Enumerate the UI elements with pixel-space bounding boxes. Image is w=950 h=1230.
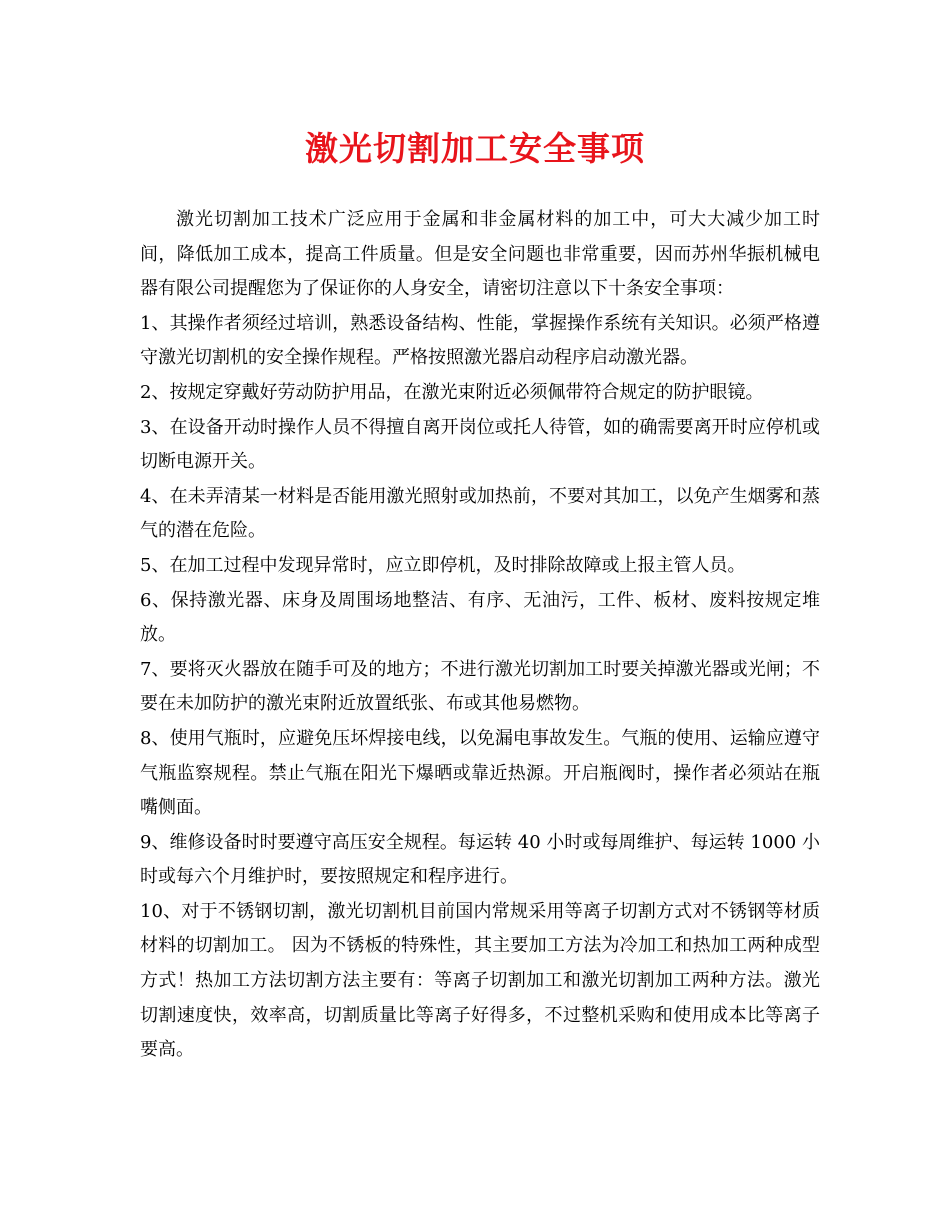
safety-item-2: 2、按规定穿戴好劳动防护用品，在激光束附近必须佩带符合规定的防护眼镜。	[140, 381, 764, 403]
safety-item-8: 8、使用气瓶时，应避免压坏焊接电线，以免漏电事故发生。气瓶的使用、运输应遵守气瓶监察规程。禁止气瓶在阳光下爆晒或靠近热源。开启瓶阀时，操作者必须站在瓶嘴侧面。	[140, 727, 820, 819]
safety-item-5: 5、在加工过程中发现异常时，应立即停机，及时排除故障或上报主管人员。	[140, 554, 746, 576]
safety-item-7: 7、要将灭火器放在随手可及的地方；不进行激光切割加工时要关掉激光器或光闸；不要在未加防护的激光束附近放置纸张、布或其他易燃物。	[140, 658, 820, 715]
safety-item-10: 10、对于不锈钢切割，激光切割机目前国内常规采用等离子切割方式对不锈钢等材质材料的切割加工。 因为不锈板的特殊性，其主要加工方法为冷加工和热加工两种成型方式！热加工方法切割方法主要有：等离子切割加工和激光切割加工两种方法。激光切割速度快，效率高，切割质量比等离子好得多，不过整机采购和使用成本比等离子要高。	[140, 900, 820, 1061]
safety-item-9: 9、维修设备时时要遵守高压安全规程。每运转 40 小时或每周维护、每运转 1000 小时或每六个月维护时，要按照规定和程序进行。	[140, 831, 820, 888]
document-title: 激光切割加工安全事项	[305, 129, 645, 168]
safety-item-1: 1、其操作者须经过培训，熟悉设备结构、性能，掌握操作系统有关知识。必须严格遵守激光切割机的安全操作规程。严格按照激光器启动程序启动激光器。	[140, 312, 820, 369]
intro-paragraph: 激光切割加工技术广泛应用于金属和非金属材料的加工中，可大大减少加工时间，降低加工成本，提高工件质量。但是安全问题也非常重要，因而苏州华振机械电器有限公司提醒您为了保证你的人身安全，请密切注意以下十条安全事项：	[140, 209, 820, 300]
safety-item-6: 6、保持激光器、床身及周围场地整洁、有序、无油污，工件、板材、废料按规定堆放。	[140, 589, 820, 646]
safety-item-4: 4、在未弄清某一材料是否能用激光照射或加热前，不要对其加工，以免产生烟雾和蒸气的潜在危险。	[140, 485, 820, 542]
document-body	[140, 203, 820, 1068]
safety-item-3: 3、在设备开动时操作人员不得擅自离开岗位或托人待管，如的确需要离开时应停机或切断电源开关。	[140, 416, 820, 473]
